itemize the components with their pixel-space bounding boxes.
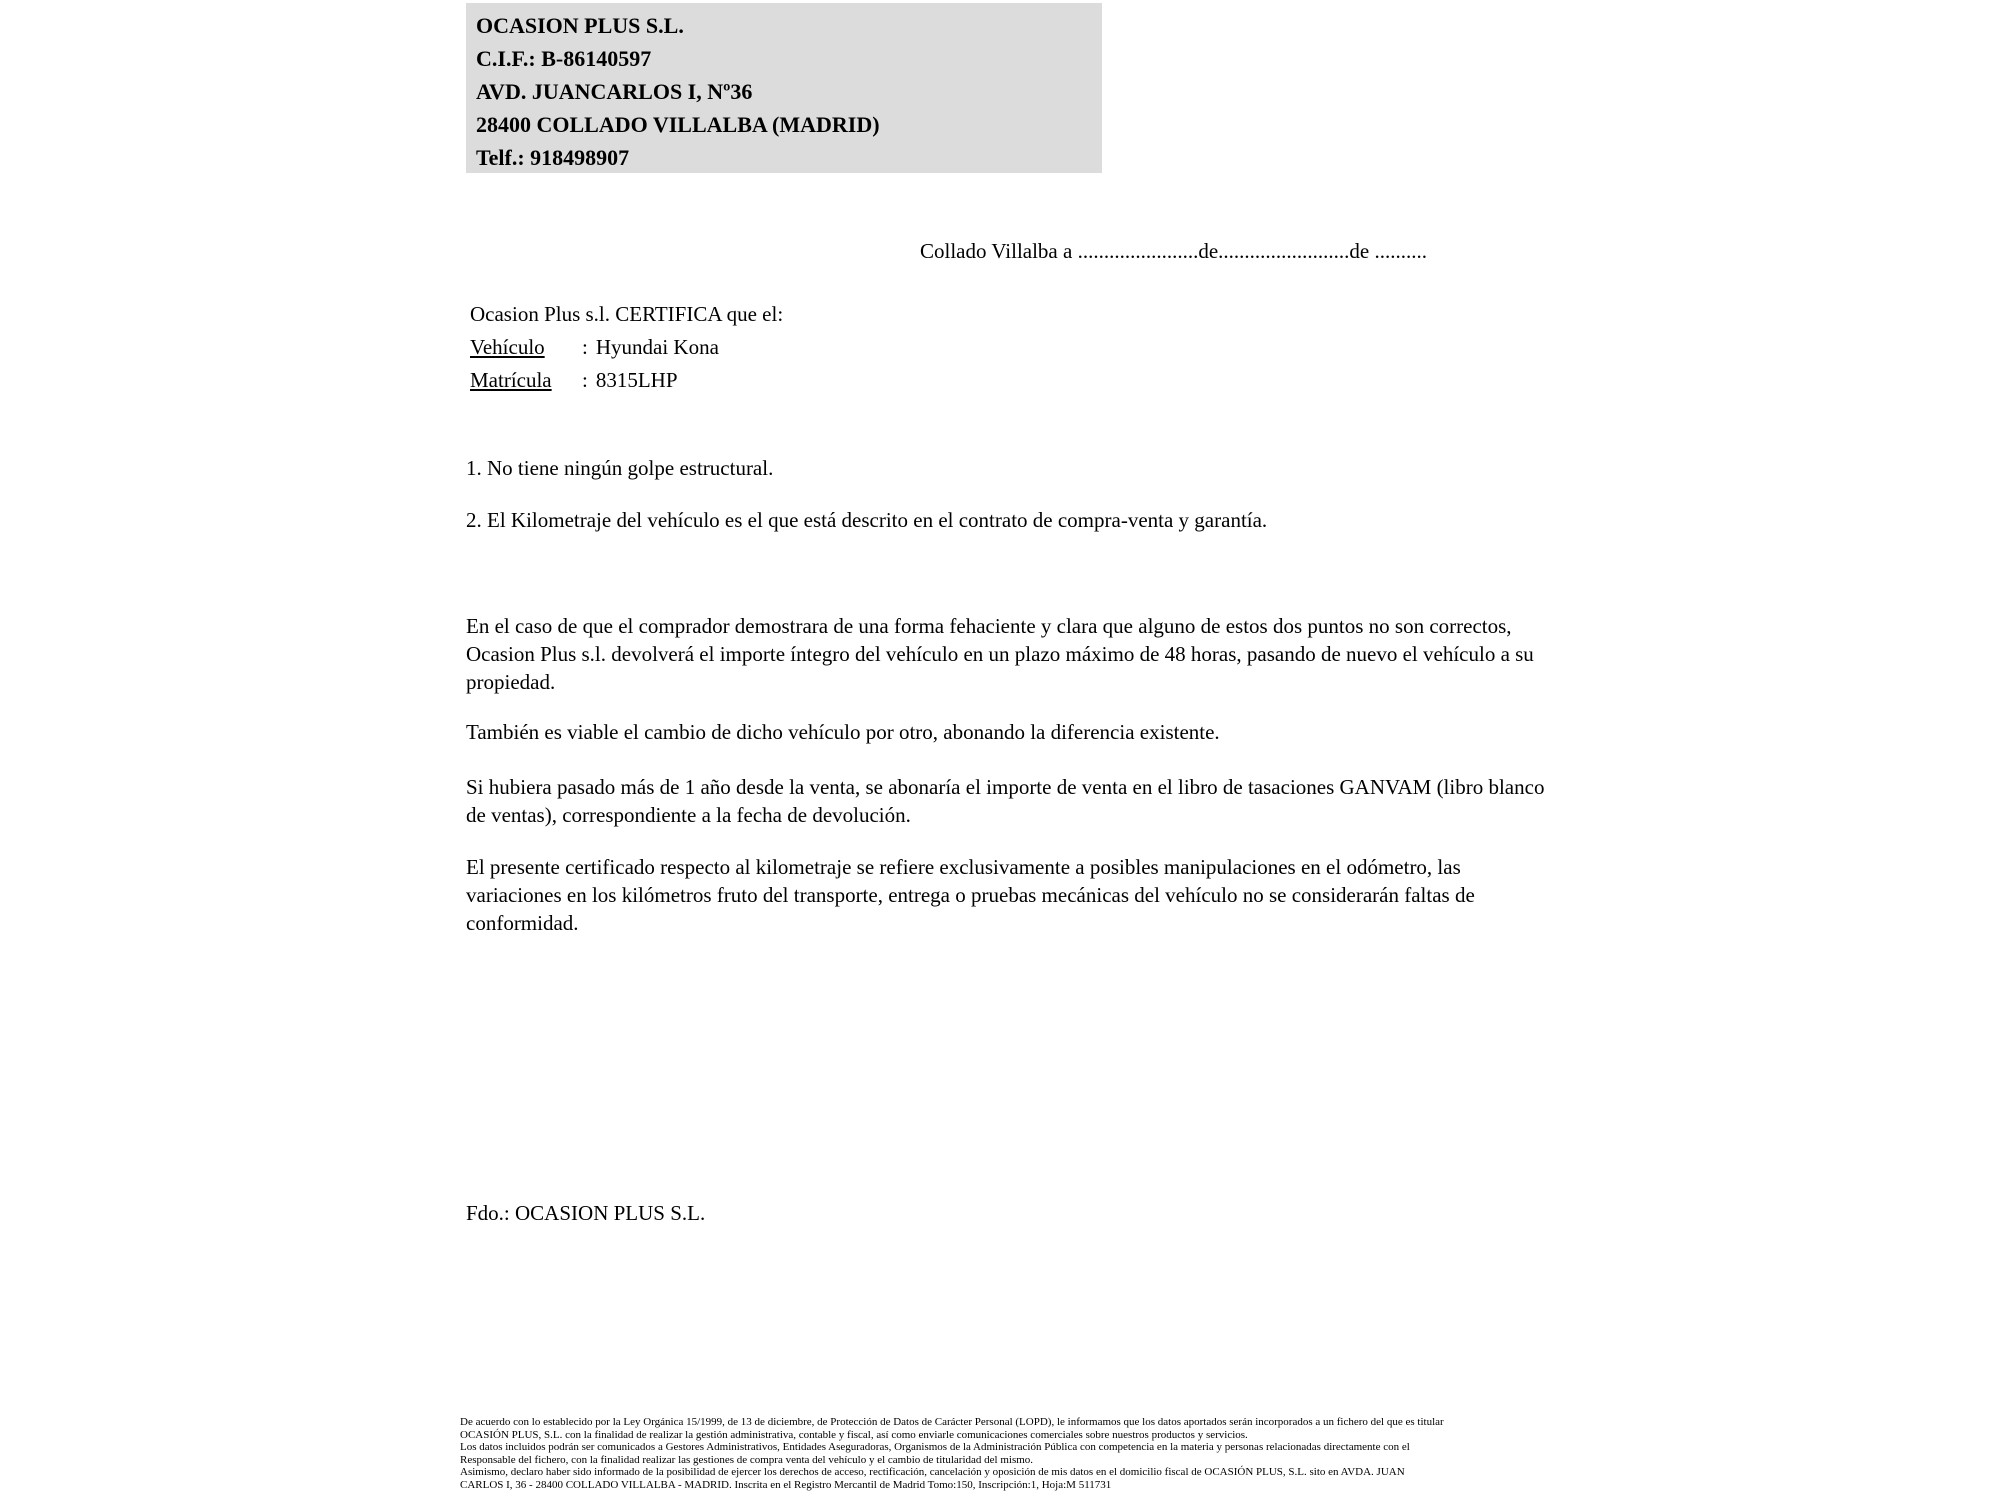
certificate-point-2: 2. El Kilometraje del vehículo es el que está descrito en el contrato de compra-venta y garantía. — [466, 508, 1268, 532]
legal-footer-line: CARLOS I, 36 - 28400 COLLADO VILLALBA - MADRID. Inscrita en el Registro Mercantil de Madrid Tomo:150, Inscripción:1, Hoja:M 511731 — [460, 1478, 1112, 1491]
company-address: AVD. JUANCARLOS I, Nº36 — [476, 79, 753, 104]
date-line: Collado Villalba a .......................de.........................de .......... — [920, 239, 1427, 263]
company-city: 28400 COLLADO VILLALBA (MADRID) — [476, 112, 880, 137]
vehicle-field-separator: : — [582, 335, 588, 359]
ganvam-valuation-paragraph: Si hubiera pasado más de 1 año desde la venta, se abonaría el importe de venta en el libro de tasaciones GANVAM (libro blanco de ventas), correspondiente a la fecha de devolución. — [466, 775, 1545, 827]
legal-footer — [460, 1416, 1660, 1491]
legal-footer-line: Los datos incluidos podrán ser comunicados a Gestores Administrativos, Entidades Aseguradoras, Organismos de la Administración Pública con competencia en la materia y personas relacionadas directamente con el — [460, 1441, 1410, 1453]
vehicle-exchange-paragraph: También es viable el cambio de dicho vehículo por otro, abonando la diferencia existente. — [466, 720, 1220, 744]
plate-field-separator: : — [582, 368, 588, 392]
company-cif: C.I.F.: B-86140597 — [476, 46, 652, 71]
plate-field-row — [470, 368, 678, 393]
plate-field-label: Matrícula — [470, 368, 552, 392]
certificate-point-1: 1. No tiene ningún golpe estructural. — [466, 456, 774, 480]
plate-field-value: 8315LHP — [595, 368, 678, 392]
legal-footer-line: De acuerdo con lo establecido por la Ley Orgánica 15/1999, de 13 de diciembre, de Protección de Datos de Carácter Personal (LOPD), le informamos que los datos aportados serán incorporados a un fichero del que es titular — [460, 1416, 1444, 1428]
legal-footer-line: Asimismo, declaro haber sido informado de la posibilidad de ejercer los derechos de acceso, rectificación, cancelación y oposición de mis datos en el domicilio fiscal de OCASIÓN PLUS, S.L. sito en AVDA. JUAN — [460, 1466, 1405, 1478]
signature-line: Fdo.: OCASION PLUS S.L. — [466, 1201, 706, 1225]
legal-footer-line: Responsable del fichero, con la finalidad realizar las gestiones de compra venta del vehículo y el cambio de titularidad del mismo. — [460, 1453, 1034, 1466]
company-phone: Telf.: 918498907 — [476, 145, 630, 170]
odometer-disclaimer-paragraph: El presente certificado respecto al kilometraje se refiere exclusivamente a posibles manipulaciones en el odómetro, las variaciones en los kilómetros fruto del transporte, entrega o pruebas mecánicas del vehículo no se considerarán faltas de conformidad. — [466, 855, 1475, 935]
vehicle-field-row — [470, 335, 719, 360]
vehicle-field-value: Hyundai Kona — [595, 335, 719, 359]
certificate-intro: Ocasion Plus s.l. CERTIFICA que el: — [470, 302, 784, 326]
refund-conditions-paragraph: En el caso de que el comprador demostrara de una forma fehaciente y clara que alguno de estos dos puntos no son correctos, Ocasion Plus s.l. devolverá el importe íntegro del vehículo en un plazo máximo de 48 horas, pasando de nuevo el vehículo a su propiedad. — [466, 614, 1534, 694]
legal-footer-line: OCASIÓN PLUS, S.L. con la finalidad de realizar la gestión administrativa, contable y fiscal, así como enviarle comunicaciones comerciales sobre nuestros productos y servicios. — [460, 1428, 1248, 1441]
company-name: OCASION PLUS S.L. — [476, 13, 684, 38]
vehicle-field-label: Vehículo — [470, 335, 545, 359]
letterhead-block — [466, 3, 1102, 173]
